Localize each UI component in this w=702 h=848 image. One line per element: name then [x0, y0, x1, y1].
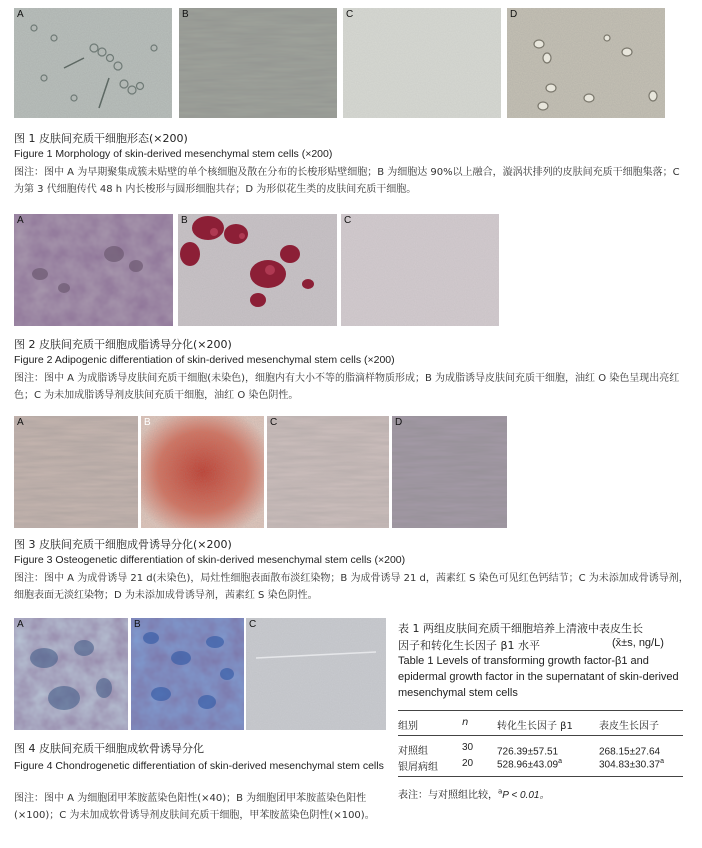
fig1-micrograph-d	[507, 8, 665, 118]
fig3-panel-letter: C	[270, 417, 278, 428]
fig1-panel-letter: D	[510, 9, 518, 20]
fig3-panel-a	[14, 416, 138, 528]
fig2-note: 图注：图中 A 为成脂诱导皮肤间充质干细胞(未染色)，细胞内有大小不等的脂滴样物质形成；B 为成脂诱导皮肤间充质干细胞，油红 O 染色呈现出亮红色；C 为未加成脂诱导剂皮肤间充质干细胞，油红 O 染色阴性。	[14, 373, 680, 401]
fig1-micrograph-c	[343, 8, 501, 118]
fig3-panel-b	[141, 416, 264, 528]
fig1-caption-en: Figure 1 Morphology of skin-derived mesenchymal stem cells (×200)	[14, 148, 333, 160]
fig2-panel-letter: C	[344, 215, 352, 226]
fig1-panel-a	[14, 8, 172, 118]
fig4-caption-en: Figure 4 Chondrogenetic differentiation of skin-derived mesenchymal stem cells	[14, 760, 384, 772]
fig4-panel-letter: C	[249, 619, 257, 630]
table-row-1-egf	[599, 742, 660, 757]
table-footnote-p: P < 0.01。	[502, 790, 550, 801]
fig1-panel-letter: A	[17, 9, 24, 20]
fig1-note: 图注：图中 A 为早期聚集成簇未贴壁的单个核细胞及散在分布的长梭形贴壁细胞；B 为细胞达 90%以上融合，漩涡状排列的皮肤间充质干细胞集落；C 为第 3 代细胞传代 48 h 内长梭形与圆形细胞共存；D 为形似花生类的皮肤间充质干细胞。	[14, 167, 680, 195]
fig3-panel-letter: A	[17, 417, 24, 428]
fig2-caption-en: Figure 2 Adipogenic differentiation of skin-derived mesenchymal stem cells (×200)	[14, 354, 395, 366]
fig2-micrograph-a	[14, 214, 173, 326]
table-footnote	[398, 786, 549, 801]
table-row-1-egf-value: 268.15±27.64	[599, 746, 661, 758]
fig2-panel-b	[178, 214, 337, 326]
fig1-caption-cn: 图 1 皮肤间充质干细胞形态(×200)	[14, 132, 188, 145]
fig1-panel-letter: C	[346, 9, 354, 20]
fig3-micrograph-a	[14, 416, 138, 528]
table-mid-rule	[398, 735, 683, 736]
table-header-group: 组别	[398, 721, 418, 732]
table-row-2-group: 银屑病组	[398, 762, 438, 773]
fig2-micrograph-b	[178, 214, 337, 326]
fig4-micrograph-a	[14, 618, 128, 730]
fig2-panel-c	[341, 214, 499, 326]
fig4-micrograph-b	[131, 618, 244, 730]
table-row-2-tgf-value: 528.96±43.09	[497, 759, 559, 771]
table-row-2-egf	[599, 758, 664, 770]
fig4-panel-c	[246, 618, 386, 730]
table-top-rule	[398, 710, 683, 711]
fig3-caption-en: Figure 3 Osteogenetic differentiation of skin-derived mesenchymal stem cells (×200)	[14, 554, 406, 566]
fig3-caption-cn: 图 3 皮肤间充质干细胞成骨诱导分化(×200)	[14, 538, 232, 551]
fig2-micrograph-c	[341, 214, 499, 326]
fig3-panel-letter: D	[395, 417, 403, 428]
table-header-n: n	[462, 717, 469, 728]
fig3-micrograph-c	[267, 416, 389, 528]
fig3-note: 图注：图中 A 为成骨诱导 21 d(未染色)，局灶性细胞表面散布淡红染物；B 为成骨诱导 21 d，茜素红 S 染色可见红色钙结节；C 为未添加成骨诱导剂，细胞表面无淡红染物；D 为未添加成骨诱导剂，茜素红 S 染色阴性。	[14, 573, 689, 601]
fig1-micrograph-a	[14, 8, 172, 118]
table-units: (x̄±s, ng/L)	[612, 637, 664, 649]
table-header-egf: 表皮生长因子	[599, 721, 659, 732]
table-row-2-tgf-sup: a	[558, 758, 563, 765]
fig1-panel-letter: B	[182, 9, 189, 20]
fig3-micrograph-b	[141, 416, 264, 528]
fig4-micrograph-c	[246, 618, 386, 730]
fig4-note: 图注：图中 A 为细胞团甲苯胺蓝染色阳性(×40)；B 为细胞团甲苯胺蓝染色阳性(×100)；C 为未加成软骨诱导剂皮肤间充质干细胞，甲苯胺蓝染色阴性(×100)。	[14, 793, 375, 821]
table-row-2-tgf	[497, 758, 562, 770]
fig4-panel-a	[14, 618, 128, 730]
table-bottom-rule	[398, 776, 683, 777]
fig4-caption-cn: 图 4 皮肤间充质干细胞成软骨诱导分化	[14, 742, 204, 755]
table-header-tgf: 转化生长因子 β1	[497, 721, 573, 732]
table-title-cn-line1: 表 1 两组皮肤间充质干细胞培养上清液中表皮生长	[398, 622, 643, 635]
fig1-panel-d	[507, 8, 665, 118]
fig3-panel-d	[392, 416, 507, 528]
fig4-panel-b	[131, 618, 244, 730]
fig4-panel-letter: A	[17, 619, 24, 630]
fig2-caption-cn: 图 2 皮肤间充质干细胞成脂诱导分化(×200)	[14, 338, 232, 351]
table-row-1-tgf	[497, 742, 558, 757]
table-title-en: Table 1 Levels of transforming growth factor-β1 and epidermal growth factor in the supernatant of skin-derived mesenchymal stem cells	[398, 655, 679, 699]
fig3-panel-c	[267, 416, 389, 528]
table-row-1-group: 对照组	[398, 746, 428, 757]
fig2-panel-letter: B	[181, 215, 188, 226]
table-row-1-n: 30	[462, 742, 474, 753]
table-footnote-sup: a	[498, 787, 503, 796]
table-row-2-egf-sup: a	[660, 758, 665, 765]
table-row-1-tgf-value: 726.39±57.51	[497, 746, 559, 758]
fig1-panel-b	[179, 8, 337, 118]
fig3-panel-letter: B	[144, 417, 151, 428]
fig1-panel-c	[343, 8, 501, 118]
table-row-2-n: 20	[462, 758, 474, 769]
fig1-micrograph-b	[179, 8, 337, 118]
fig2-panel-a	[14, 214, 173, 326]
fig3-micrograph-d	[392, 416, 507, 528]
table-row-2-egf-value: 304.83±30.37	[599, 759, 661, 771]
fig2-panel-letter: A	[17, 215, 24, 226]
table-title-cn-line2: 因子和转化生长因子 β1 水平	[398, 639, 541, 652]
fig4-panel-letter: B	[134, 619, 141, 630]
table-footnote-text: 表注：与对照组比较，	[398, 790, 498, 801]
